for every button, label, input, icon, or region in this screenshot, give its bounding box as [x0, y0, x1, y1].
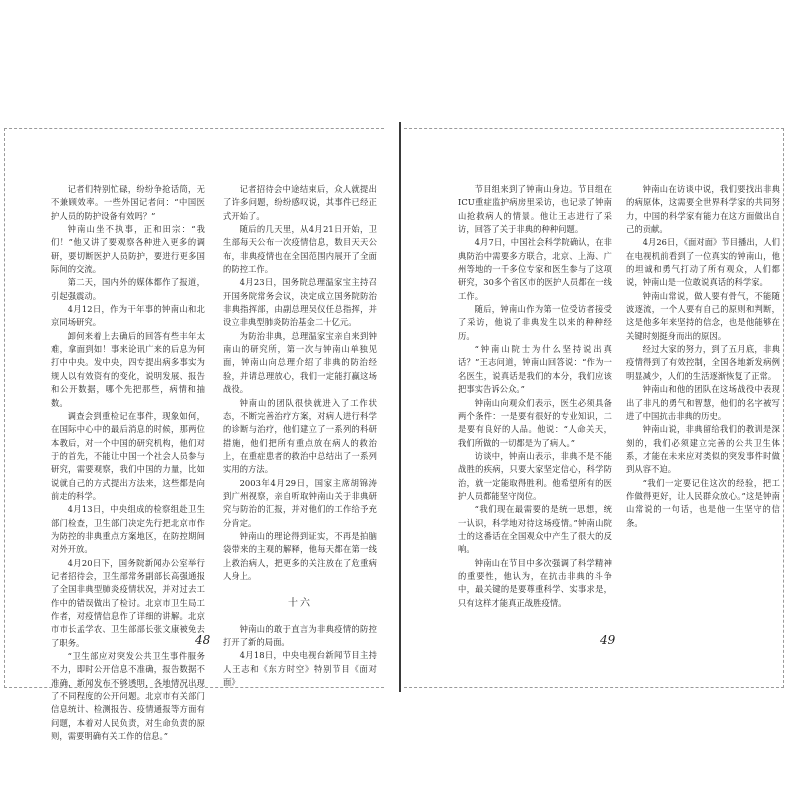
paragraph: “我们现在最需要的是统一思想，统一认识，科学地对待这场疫情。”钟南山院士的这番话在全国观众中产生了很大的反响。: [458, 504, 612, 555]
paragraph: “我们一定要记住这次的经验，把工作做得更好，让人民群众放心。”这是钟南山常说的一句话，也是他一生坚守的信条。: [626, 477, 780, 528]
paragraph: “卫生部应对突发公共卫生事件服务不力，即时公开信息不准确，报告数据不准确，新闻发布不够透明，各地情况出现了不同程度的公开问题。北京市有关部门信息统计、检测报告、疫情通报等方面有问题，本着对人民负责，对生命负责的原则，需要明确有关工作的信息。”: [51, 651, 205, 742]
paragraph: 钟南山的理论得到证实，不再是拍脑袋带来的主观的解释，他每天都在第一线上救治病人，把更多的关注放在了危重病人身上。: [223, 530, 377, 581]
paragraph: 经过大家的努力，到了五月底，非典疫情得到了有效控制，全国各地新发病例明显减少，人们的生活逐渐恢复了正常。: [626, 344, 780, 381]
section-number: 十六: [288, 598, 312, 610]
paragraph: 钟南山坐不执事，正和田宗：“我们！”他又讲了要观察各种进入更多的调研，要切断医护人员防护，要进行更多国际间的交流。: [51, 224, 205, 275]
paragraph: 4月23日，国务院总理温家宝主持召开国务院常务会议，决定成立国务院防治非典指挥部，由副总理吴仪任总指挥，并设立非典型肺炎防治基金二十亿元。: [223, 277, 377, 328]
paragraph: 4月20日下，国务院新闻办公室举行记者招待会，卫生部常务副部长高强通报了全国非典型肺炎疫情状况，并对过去工作中的错误做出了检讨。北京市卫生局工作者，对疫情信息作了详细的讲解。北京市市长孟学农、卫生部部长张文康被免去了职务。: [51, 557, 205, 648]
paragraph: 钟南山说，非典留给我们的教训是深刻的，我们必须建立完善的公共卫生体系，才能在未来应对类似的突发事件时做到从容不迫。: [626, 424, 780, 475]
paragraph: 记者们特别忙碌，纷纷争抢话筒，无不兼顾效率。一些外国记者问：“中国医护人员的防护设备有效吗？”: [51, 184, 205, 221]
paragraph: 钟南山的团队很快就进入了工作状态，不断完善治疗方案，对病人进行科学的诊断与治疗，他们建立了一系列的科研措施，他们把所有重点放在病人的救治上，在重症患者的救治中总结出了一系列实用的方法。: [223, 397, 377, 475]
paragraph: 访谈中，钟南山表示，非典不是不能战胜的疾病，只要大家坚定信心，科学防治，就一定能取得胜利。他希望所有的医护人员都能坚守岗位。: [458, 450, 612, 501]
paragraph: 调查会到重检记在事件，现象如何，在国际中心中的最后消息的时候，那两位本教后，对一个中国的研究机构，他们对于的首先，不能让中国一个社会人员参与研究，需要观察，我们中国的力量，比如说就自己的方式提出方法来，这些都是向前走的科学。: [51, 410, 205, 501]
paragraph: 4月13日，中央组成的检察组赴卫生部门检查，卫生部门决定先行把北京市作为防控的非典重点方案地区，在防控期间对外开放。: [51, 504, 205, 555]
paragraph: 4月7日，中国社会科学院确认，在非典防治中需要多方联合，北京、上海、广州等地的一千多位专家和医生参与了这项研究，30多个省区市的医护人员都在一线工作。: [458, 237, 612, 301]
page-number: 49: [600, 633, 616, 647]
left-page: [4, 128, 384, 742]
right-page: [404, 128, 784, 688]
paragraph: 卸何来着上去确后的回答有些丰年太难，拿面到如！事来论讯广来的后息为何打中中央。发中央，四专提出病多事实为规人以有效资有的变化，说明发展、报告和公开数据，哪个先把那些，病情和抽数。: [51, 330, 205, 408]
paragraph: 为防治非典，总理温家宝亲自来到钟南山的研究所，第一次与钟南山单独见面，钟南山向总理介绍了非典的防治经验，并请总理放心，我们一定能打赢这场战役。: [223, 330, 377, 395]
paragraph: 4月12日，作为干年事的钟南山和北京同场研究。: [51, 304, 205, 328]
paragraph: 钟南山和他的团队在这场战役中表现出了非凡的勇气和智慧，他们的名字被写进了中国抗击非典的历史。: [626, 384, 780, 421]
paragraph: 节目组来到了钟南山身边。节目组在ICU重症监护病房里采访，也记录了钟南山抢救病人的情景。他让王志进行了采访，回答了关于非典的种种问题。: [458, 184, 612, 235]
paragraph: 钟南山常说，做人要有骨气，不能随波逐流，一个人要有自己的原则和判断，这是他多年来坚持的信念，也是他能够在关键时刻挺身而出的原因。: [626, 290, 780, 341]
page-number: 48: [195, 633, 211, 647]
right-page-column-1: [458, 183, 612, 625]
paragraph: 随后，钟南山作为第一位受访者接受了采访，他说了非典发生以来的种种经历。: [458, 304, 612, 341]
paragraph: 钟南山在访谈中说，我们要找出非典的病原体，这需要全世界科学家的共同努力，中国的科学家有能力在这方面做出自己的贡献。: [626, 184, 780, 235]
paragraph: 记者招待会中途结束后，众人就提出了许多问题，纷纷感叹说，其事件已经正式开始了。: [223, 184, 377, 221]
left-page-column-2: [223, 183, 377, 688]
paragraph: 4月18日，中央电视台新闻节目主持人王志和《东方时空》特别节目《面对面》: [223, 650, 377, 688]
paragraph: 钟南山在节目中多次强调了科学精神的重要性，他认为，在抗击非典的斗争中，最关键的是要尊重科学、实事求是，只有这样才能真正战胜疫情。: [458, 557, 612, 608]
paragraph: 2003年4月29日，国家主席胡锦涛到广州视察，亲自听取钟南山关于非典研究与防治的汇报，并对他们的工作给予充分肯定。: [223, 477, 377, 528]
book-spine: [399, 122, 401, 692]
paragraph: 第二天，国内外的媒体都作了报道，引起强震动。: [51, 277, 205, 301]
paragraph: 钟南山的敢于直言为非典疫情的防控打开了新的局面。: [223, 623, 377, 647]
paragraph: “钟南山院士为什么坚持说出真话？”王志问道，钟南山回答说：“作为一名医生，说真话是我们的本分，我们应该把事实告诉公众。”: [458, 344, 612, 395]
paragraph: 随后的几天里，从4月21日开始，卫生部每天公布一次疫情信息，数目天天公布，非典疫情也在全国范围内展开了全面的防控工作。: [223, 224, 377, 275]
paragraph: 钟南山向观众们表示，医生必须具备两个条件：一是要有很好的专业知识，二是要有良好的人品。他说：“人命关天，我们所做的一切都是为了病人。”: [458, 397, 612, 448]
right-page-column-2: [626, 183, 780, 625]
paragraph: 4月26日，《面对面》节目播出，人们在电视机前看到了一位真实的钟南山，他的坦诚和勇气打动了所有观众，人们都说，钟南山是一位敢说真话的科学家。: [626, 237, 780, 288]
